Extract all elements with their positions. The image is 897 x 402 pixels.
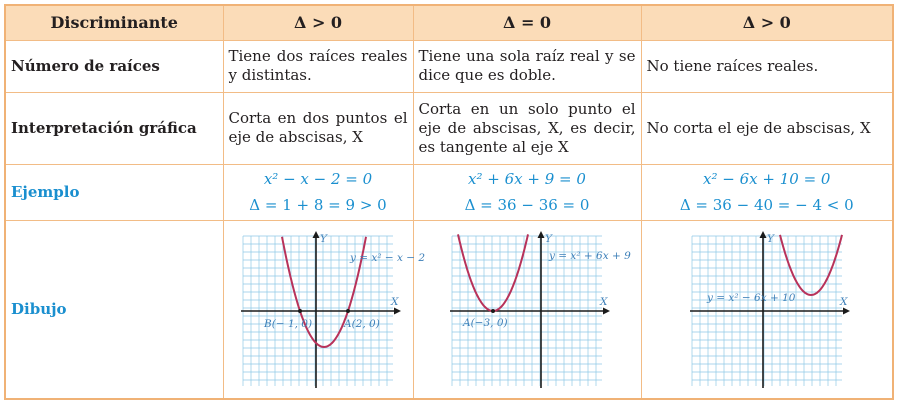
- example-equation-2: x² + 6x + 9 = 0: [468, 170, 586, 188]
- root-point: [298, 309, 302, 313]
- example-cell-2: [413, 164, 641, 220]
- graphic-cell-1: Corta en dos puntos el eje de abscisas, X: [223, 92, 413, 164]
- x-axis-arrow-icon: [603, 308, 610, 315]
- example-discriminant-3: Δ = 36 − 40 = − 4 < 0: [679, 196, 854, 214]
- function-label: y = x² − x − 2: [350, 252, 426, 265]
- example-cell-3: [641, 164, 893, 220]
- graphic-label: Interpretación gráfica: [5, 92, 223, 164]
- example-discriminant-2: Δ = 36 − 36 = 0: [464, 196, 590, 214]
- x-axis-arrow-icon: [394, 308, 401, 315]
- y-axis-arrow-icon: [538, 231, 545, 238]
- roots-cell-2: Tiene una sola raíz real y se dice que es doble.: [413, 40, 641, 92]
- drawing-label: Dibujo: [5, 220, 223, 399]
- example-equation-3: x² − 6x + 10 = 0: [703, 170, 831, 188]
- header-delta-positive: Δ > 0: [223, 5, 413, 40]
- example-cell-1: [223, 164, 413, 220]
- header-delta-zero: Δ = 0: [413, 5, 641, 40]
- parabola-graph-3: [687, 231, 847, 387]
- parabola-graph-1: [238, 231, 426, 387]
- function-label: y = x² + 6x + 9: [549, 250, 631, 263]
- y-axis-label: Y: [545, 233, 552, 246]
- root-point: [346, 309, 350, 313]
- x-axis-label: X: [391, 296, 399, 309]
- example-equation-1: x² − x − 2 = 0: [263, 170, 373, 188]
- header-row: [5, 5, 893, 40]
- drawing-row: [5, 220, 893, 399]
- roots-row: [5, 40, 893, 92]
- y-axis-arrow-icon: [759, 231, 766, 238]
- x-axis-label: X: [600, 296, 608, 309]
- roots-cell-3: No tiene raíces reales.: [641, 40, 893, 92]
- graphic-cell-2: Corta en un solo punto el eje de abscisas, X, es decir, es tangente al eje X: [413, 92, 641, 164]
- example-discriminant-1: Δ = 1 + 8 = 9 > 0: [249, 196, 387, 214]
- root-point-label: B(− 1, 0): [264, 318, 313, 331]
- drawing-cell-2: [413, 220, 641, 399]
- parabola-curve: [458, 235, 528, 312]
- root-point-label: A(−3, 0): [463, 317, 508, 330]
- root-point: [491, 309, 495, 313]
- header-delta-negative: Δ > 0: [641, 5, 893, 40]
- drawing-cell-1: [223, 220, 426, 399]
- y-axis-label: Y: [766, 233, 774, 246]
- example-label: Ejemplo: [5, 164, 223, 220]
- x-axis-arrow-icon: [843, 308, 850, 315]
- discriminant-table: [4, 4, 894, 400]
- function-label: y = x² − 6x + 10: [706, 292, 796, 305]
- drawing-cell-3: [641, 220, 893, 399]
- y-axis-arrow-icon: [313, 231, 320, 238]
- parabola-graph-2: [447, 231, 631, 387]
- root-point-label: A(2, 0): [344, 318, 380, 331]
- example-row: [5, 164, 893, 220]
- y-axis-label: Y: [320, 233, 327, 246]
- graphic-row: [5, 92, 893, 164]
- graphic-cell-3: No corta el eje de abscisas, X: [641, 92, 893, 164]
- roots-label: Número de raíces: [5, 40, 223, 92]
- x-axis-label: X: [839, 296, 848, 309]
- header-discriminante: Discriminante: [5, 5, 223, 40]
- roots-cell-1: Tiene dos raíces reales y distintas.: [223, 40, 413, 92]
